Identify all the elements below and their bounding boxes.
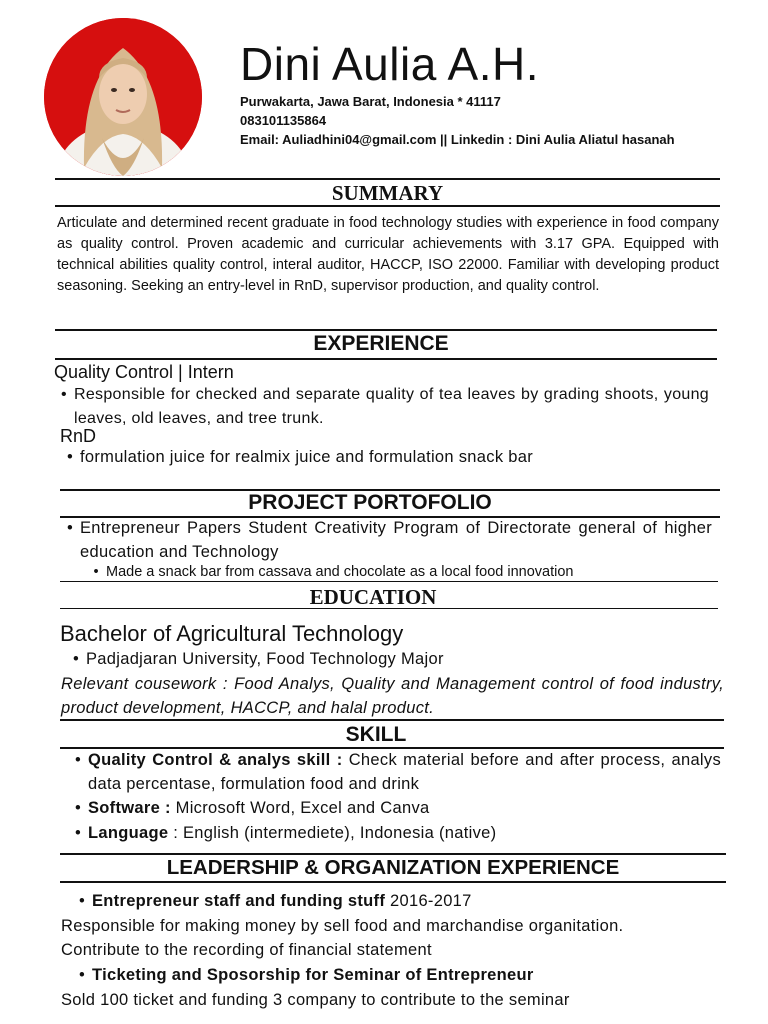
experience-role-qc: Quality Control | Intern xyxy=(54,362,234,382)
list-item: • formulation juice for realmix juice and formulation snack bar xyxy=(60,445,680,469)
list-item: • Ticketing and Sposorship for Seminar of Entrepreneur xyxy=(72,963,722,987)
coursework: Relevant cousework : Food Analys, Quality and Management control of food industry, product development, HACCP, and halal product. xyxy=(61,675,724,717)
divider xyxy=(55,205,720,207)
bullet-icon: • xyxy=(66,448,74,466)
divider xyxy=(60,581,718,582)
list-item: • Padjadjaran University, Food Technology Major xyxy=(66,647,666,671)
phone: 083101135864 xyxy=(240,113,327,128)
divider xyxy=(60,881,726,883)
leadership-desc-3: Sold 100 ticket and funding 3 company to contribute to the seminar xyxy=(61,991,570,1009)
experience-heading: EXPERIENCE xyxy=(313,332,449,355)
email-linkedin: Email: Auliadhini04@gmail.com || Linkedin : Dini Aulia Aliatul hasanah xyxy=(240,132,675,147)
list-item: • Made a snack bar from cassava and chocolate as a local food innovation xyxy=(86,563,716,581)
bullet-icon: • xyxy=(93,564,99,580)
leadership-desc-2: Contribute to the recording of financial statement xyxy=(61,941,432,959)
project-heading: PROJECT PORTOFOLIO xyxy=(248,491,492,514)
list-item: • Language : English (intermediete), Indonesia (native) xyxy=(68,821,721,845)
bullet-icon: • xyxy=(72,650,80,668)
list-item: • Responsible for checked and separate quality of tea leaves by grading shoots, young leaves, old leaves, and tree trunk. xyxy=(54,383,709,431)
leadership-heading: LEADERSHIP & ORGANIZATION EXPERIENCE xyxy=(166,856,620,879)
profile-photo xyxy=(44,18,202,176)
bullet-icon: • xyxy=(74,751,82,769)
bullet-icon: • xyxy=(74,824,82,842)
leadership-desc-1: Responsible for making money by sell food and marchandise organitation. xyxy=(61,917,624,935)
degree: Bachelor of Agricultural Technology xyxy=(60,621,404,646)
bullet-icon: • xyxy=(78,892,86,910)
list-item: • Entrepreneur staff and funding stuff 2016-2017 xyxy=(72,889,722,913)
bullet-icon: • xyxy=(78,966,86,984)
list-item: • Software : Microsoft Word, Excel and Canva xyxy=(68,796,721,820)
divider xyxy=(60,608,718,609)
address: Purwakarta, Jawa Barat, Indonesia * 41117 xyxy=(240,94,501,109)
bullet-icon: • xyxy=(74,799,82,817)
bullet-icon: • xyxy=(66,519,74,537)
education-heading: EDUCATION xyxy=(309,585,437,609)
bullet-icon: • xyxy=(61,386,67,403)
experience-role-rnd: RnD xyxy=(60,426,97,446)
summary-heading: SUMMARY xyxy=(331,181,444,205)
applicant-name: Dini Aulia A.H. xyxy=(240,38,539,90)
list-item: • Quality Control & analys skill : Check material before and after process, analys data percentase, formulation food and drink xyxy=(68,748,721,796)
skill-heading: SKILL xyxy=(345,723,407,746)
person-portrait-icon xyxy=(44,18,202,176)
list-item: • Entrepreneur Papers Student Creativity Program of Directorate general of higher education and Technology xyxy=(60,516,712,564)
summary-text: Articulate and determined recent graduate in food technology studies with experience in food company as quality control. Proven academic and curricular achievements with 3.17 GPA. Equipped with technical abilities quality control, interal auditor, HACCP, ISO 22000. Familiar with developing product seasoning. Seeking an entry-level in RnD, supervisor production, and quality control. xyxy=(57,215,719,294)
divider xyxy=(60,719,724,721)
